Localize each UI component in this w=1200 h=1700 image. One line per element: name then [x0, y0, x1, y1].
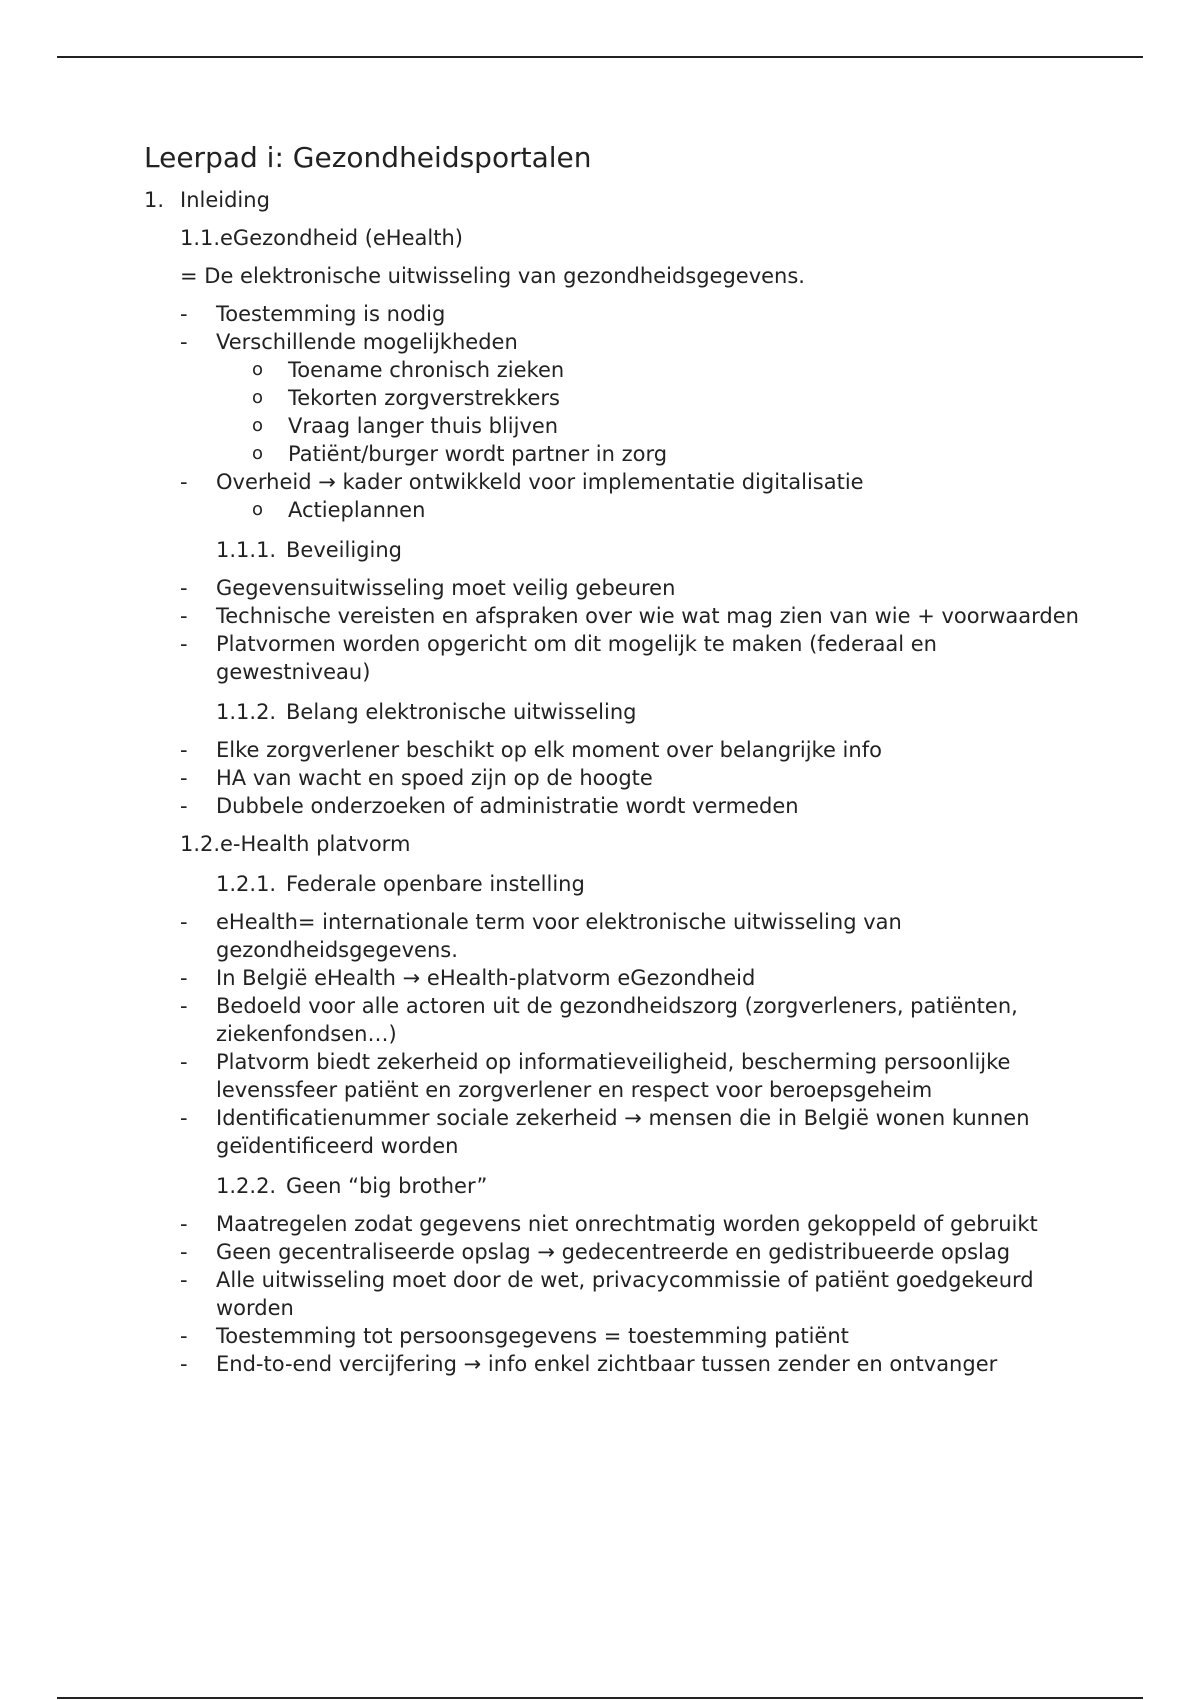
list-item: - Geen gecentraliseerde opslag → gedecentreerde en gedistribueerde opslag: [180, 1238, 1084, 1266]
heading-label: e-Health platvorm: [220, 832, 411, 856]
list-item-text: Overheid → kader ontwikkeld voor implementatie digitalisatie: [216, 470, 864, 494]
list-item: - Bedoeld voor alle actoren uit de gezondheidszorg (zorgverleners, patiënten, ziekenfondsen…): [180, 992, 1084, 1048]
heading-1-2-1: [216, 870, 1084, 898]
heading-label: Belang elektronische uitwisseling: [286, 700, 637, 724]
heading-1-2: [180, 830, 1084, 858]
list-item: - HA van wacht en spoed zijn op de hoogte: [180, 764, 1084, 792]
heading-number: 1.2.2.: [216, 1174, 277, 1198]
list-item: - Dubbele onderzoeken of administratie wordt vermeden: [180, 792, 1084, 820]
heading-label: eGezondheid (eHealth): [220, 226, 463, 250]
heading-label: Geen “big brother”: [286, 1174, 488, 1198]
heading-label: Federale openbare instelling: [286, 872, 585, 896]
bullet-list-intro: [180, 300, 1084, 524]
sub-list-item: o Actieplannen: [252, 496, 1084, 524]
bottom-rule: [57, 1697, 1143, 1699]
heading-number: 1.2.: [180, 832, 221, 856]
list-item: - Toestemming is nodig: [180, 300, 1084, 328]
list-item: - Maatregelen zodat gegevens niet onrechtmatig worden gekoppeld of gebruikt: [180, 1210, 1084, 1238]
definition-paragraph: = De elektronische uitwisseling van gezondheidsgegevens.: [180, 264, 805, 288]
heading-1-2-2: [216, 1172, 1084, 1200]
sub-list-item: o Tekorten zorgverstrekkers: [252, 384, 1084, 412]
heading-number: 1.1.: [180, 226, 221, 250]
list-item: - Alle uitwisseling moet door de wet, privacycommissie of patiënt goedgekeurd worden: [180, 1266, 1084, 1322]
heading-1-1: [180, 224, 1084, 252]
heading-number: 1.: [144, 188, 165, 212]
heading-label: Beveiliging: [286, 538, 402, 562]
list-item: - Technische vereisten en afspraken over wie wat mag zien van wie + voorwaarden: [180, 602, 1084, 630]
heading-number: 1.1.1.: [216, 538, 277, 562]
document-page: [144, 140, 1084, 1384]
bullet-list-belang: [180, 736, 1084, 820]
list-item: - End-to-end vercijfering → info enkel zichtbaar tussen zender en ontvanger: [180, 1350, 1084, 1378]
list-item: [180, 468, 1084, 524]
heading-number: 1.2.1.: [216, 872, 277, 896]
document-title: Leerpad i: Gezondheidsportalen: [144, 141, 592, 174]
list-item: - Elke zorgverlener beschikt op elk moment over belangrijke info: [180, 736, 1084, 764]
heading-1-1-1: [216, 536, 1084, 564]
list-item: - Toestemming tot persoonsgegevens = toestemming patiënt: [180, 1322, 1084, 1350]
sub-list: [216, 356, 1084, 468]
sub-list-item: o Patiënt/burger wordt partner in zorg: [252, 440, 1084, 468]
list-item-text: Verschillende mogelijkheden: [216, 330, 518, 354]
heading-1-1-2: [216, 698, 1084, 726]
bullet-list-big-brother: [180, 1210, 1084, 1378]
list-item: - eHealth= internationale term voor elektronische uitwisseling van gezondheidsgegevens.: [180, 908, 1084, 964]
sub-list-item: o Toename chronisch zieken: [252, 356, 1084, 384]
heading-label: Inleiding: [180, 188, 270, 212]
list-item: - In België eHealth → eHealth-platvorm eGezondheid: [180, 964, 1084, 992]
sub-list: [216, 496, 1084, 524]
list-item: - Gegevensuitwisseling moet veilig gebeuren: [180, 574, 1084, 602]
bullet-list-federale: [180, 908, 1084, 1160]
list-item: - Identificatienummer sociale zekerheid → mensen die in België wonen kunnen geïdentificeerd worden: [180, 1104, 1084, 1160]
top-rule: [57, 56, 1143, 58]
heading-number: 1.1.2.: [216, 700, 277, 724]
heading-1: [144, 186, 1084, 214]
list-item: [180, 328, 1084, 468]
sub-list-item: o Vraag langer thuis blijven: [252, 412, 1084, 440]
bullet-list-beveiliging: [180, 574, 1084, 686]
list-item: - Platvormen worden opgericht om dit mogelijk te maken (federaal en gewestniveau): [180, 630, 1084, 686]
list-item: - Platvorm biedt zekerheid op informatieveiligheid, bescherming persoonlijke levenssfeer patiënt en zorgverlener en respect voor beroepsgeheim: [180, 1048, 1084, 1104]
